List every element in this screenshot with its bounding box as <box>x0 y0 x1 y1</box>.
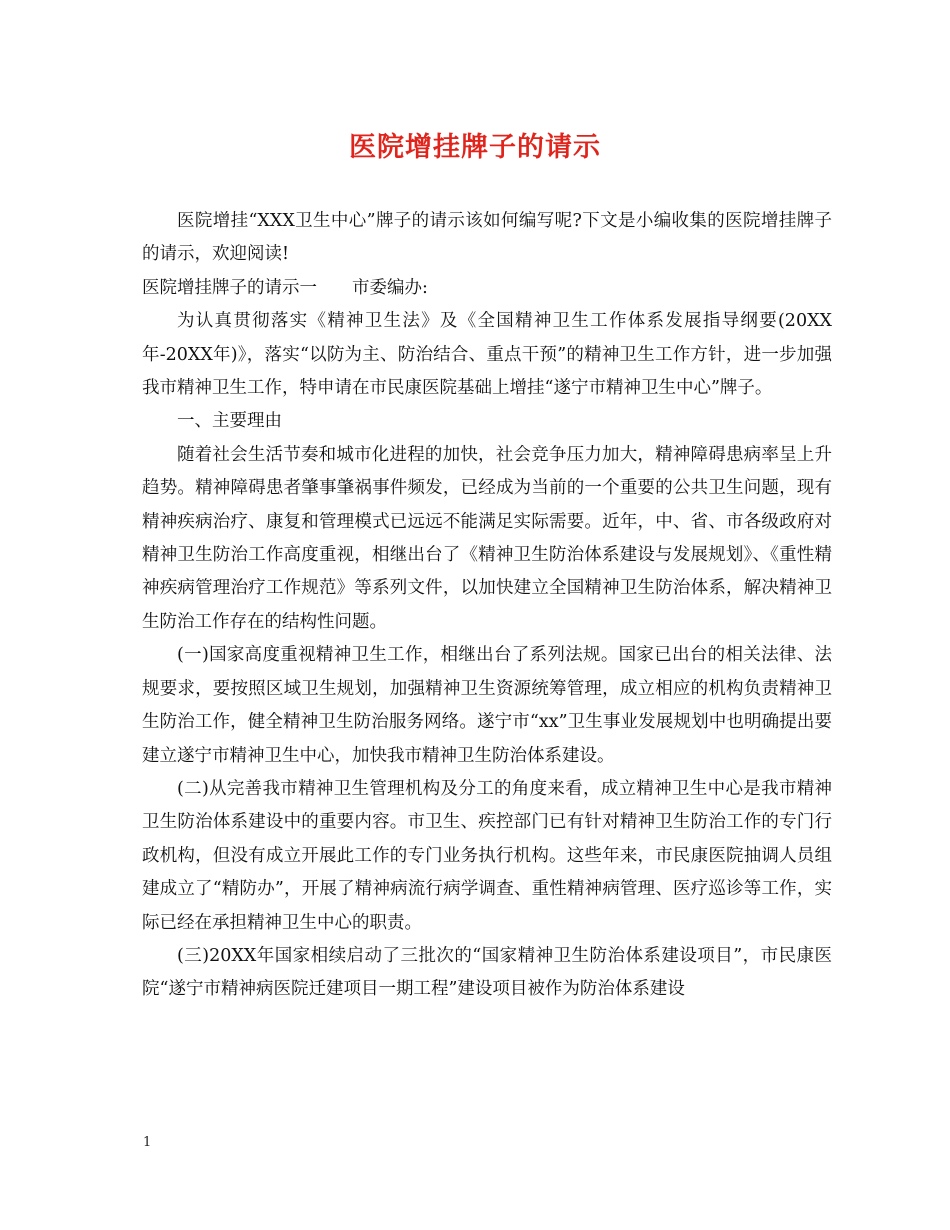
document-body <box>142 205 832 1007</box>
section-heading: 一、主要理由 <box>177 411 282 432</box>
intro-paragraph: 医院增挂“XXX卫生中心”牌子的请示该如何编写呢?下文是小编收集的医院增挂牌子的请示，欢迎阅读! <box>142 211 832 265</box>
reason-1-paragraph: (一)国家高度重视精神卫生工作，相继出台了系列法规。国家已出台的相关法律、法规要求，要按照区域卫生规划，加强精神卫生资源统筹管理，成立相应的机构负责精神卫生防治工作，健全精神卫生防治服务网络。遂宁市“xx”卫生事业发展规划中也明确提出要建立遂宁市精神卫生中心，加快我市精神卫生防治体系建设。 <box>142 645 832 766</box>
reason-paragraph: 随着社会生活节奏和城市化进程的加快，社会竞争压力加大，精神障碍患病率呈上升趋势。精神障碍患者肇事肇祸事件频发，已经成为当前的一个重要的公共卫生问题，现有精神疾病治疗、康复和管理模式已远远不能满足实际需要。近年，中、省、市各级政府对精神卫生防治工作高度重视，相继出台了《精神卫生防治体系建设与发展规划》、《重性精神疾病管理治疗工作规范》等系列文件，以加快建立全国精神卫生防治体系，解决精神卫生防治工作存在的结构性问题。 <box>142 444 832 632</box>
page-number: 1 <box>143 1135 152 1150</box>
reason-2-paragraph: (二)从完善我市精神卫生管理机构及分工的角度来看，成立精神卫生中心是我市精神卫生防治体系建设中的重要内容。市卫生、疾控部门已有针对精神卫生防治工作的专门行政机构，但没有成立开展此工作的专门业务执行机构。这些年来，市民康医院抽调人员组建成立了“精防办”，开展了精神病流行病学调查、重性精神病管理、医疗巡诊等工作，实际已经在承担精神卫生中心的职责。 <box>142 778 832 933</box>
heading-addressee: 医院增挂牌子的请示一 市委编办: <box>142 277 428 298</box>
document-title: 医院增挂牌子的请示 <box>349 132 601 163</box>
request-paragraph: 为认真贯彻落实《精神卫生法》及《全国精神卫生工作体系发展指导纲要(20XX年-20XX年)》，落实“以防为主、防治结合、重点干预”的精神卫生工作方针，进一步加强我市精神卫生工作，特申请在市民康医院基础上增挂“遂宁市精神卫生中心”牌子。 <box>142 311 832 399</box>
reason-3-paragraph: (三)20XX年国家相续启动了三批次的“国家精神卫生防治体系建设项目”，市民康医院“遂宁市精神病医院迁建项目一期工程”建设项目被作为防治体系建设 <box>142 945 832 1000</box>
